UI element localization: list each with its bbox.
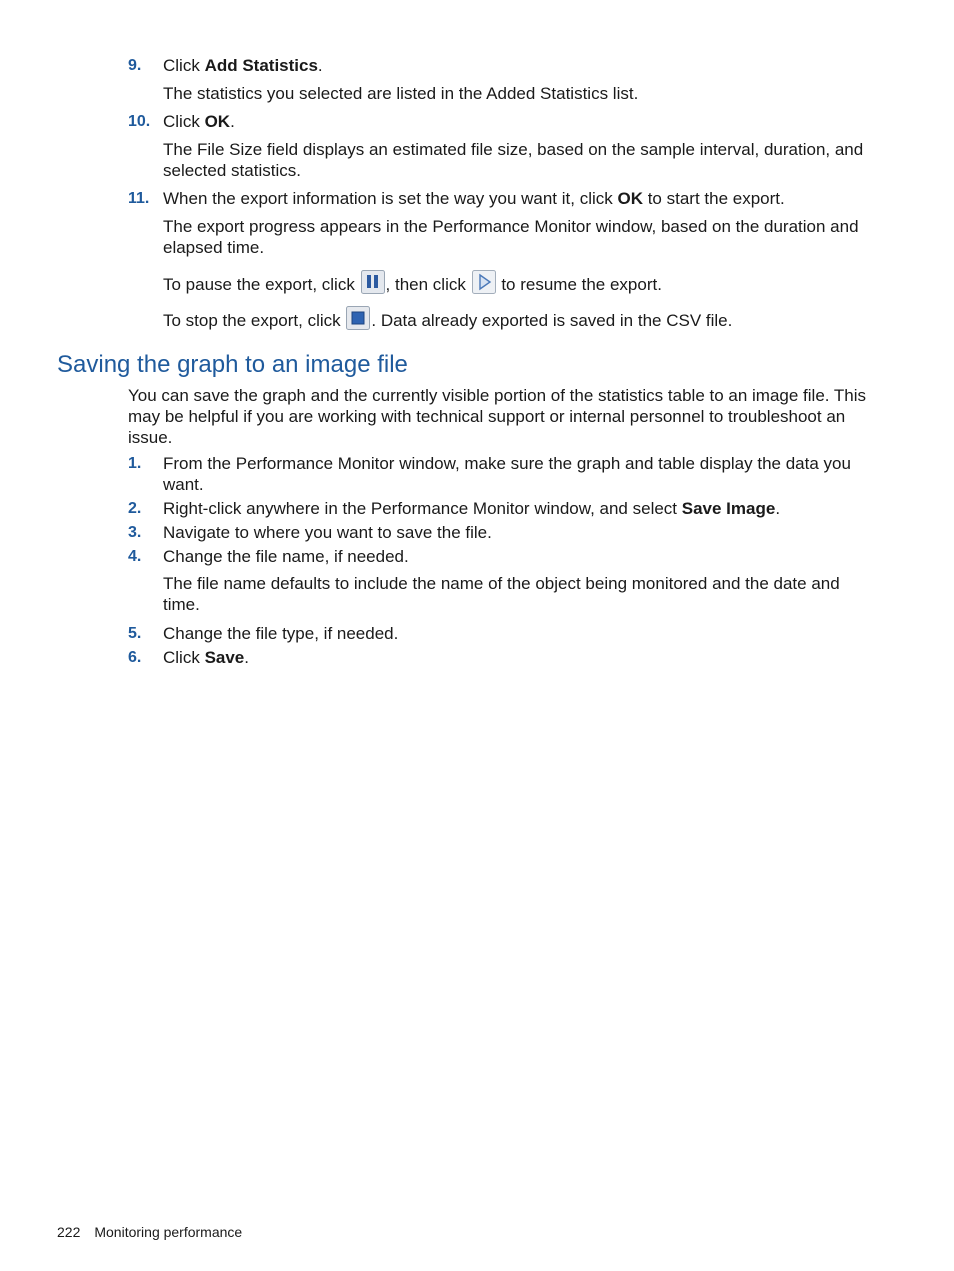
step-number: 2. [128,500,142,517]
step-number: 11. [128,190,150,207]
step-note: The export progress appears in the Performance Monitor window, based on the duration and elapsed time. [163,217,859,257]
step-number: 9. [128,57,142,74]
step-text: Click Add Statistics. [163,56,323,75]
section-intro: You can save the graph and the currently visible portion of the statistics table to an image file. This may be helpful if you are working with technical support or internal personnel to troubleshoot an issue. [128,386,867,447]
step-number: 5. [128,625,142,642]
step-number: 4. [128,548,142,565]
page-number: 222 [57,1224,81,1240]
step-text: Right-click anywhere in the Performance Monitor window, and select Save Image. [163,499,781,518]
step-text: Click Save. [163,648,249,667]
step-number: 6. [128,649,142,666]
step-number: 10. [128,113,151,130]
stop-instruction: To stop the export, click . Data already exported is saved in the CSV file. [163,306,873,331]
step-text: Change the file type, if needed. [163,624,399,643]
step-text: Change the file name, if needed. [163,547,409,566]
step-text: From the Performance Monitor window, make sure the graph and table display the data you want. [163,454,851,494]
step-note: The file name defaults to include the name of the object being monitored and the date and time. [163,574,840,614]
stop-icon [346,306,370,330]
step-number: 3. [128,524,142,541]
step-text: Navigate to where you want to save the file. [163,523,492,542]
step-text: Click OK. [163,112,235,131]
pause-icon [361,270,385,294]
section-heading: Saving the graph to an image file [57,351,408,378]
step-note: The File Size field displays an estimated file size, based on the sample interval, duration, and selected statistics. [163,140,864,180]
play-icon [472,270,496,294]
step-note: The statistics you selected are listed in the Added Statistics list. [163,84,639,103]
step-number: 1. [128,455,142,472]
page-footer [57,1222,242,1243]
pause-instruction: To pause the export, click , then click to resume the export. [163,270,873,295]
step-text: When the export information is set the way you want it, click OK to start the export. [163,189,785,208]
footer-title: Monitoring performance [94,1224,243,1240]
